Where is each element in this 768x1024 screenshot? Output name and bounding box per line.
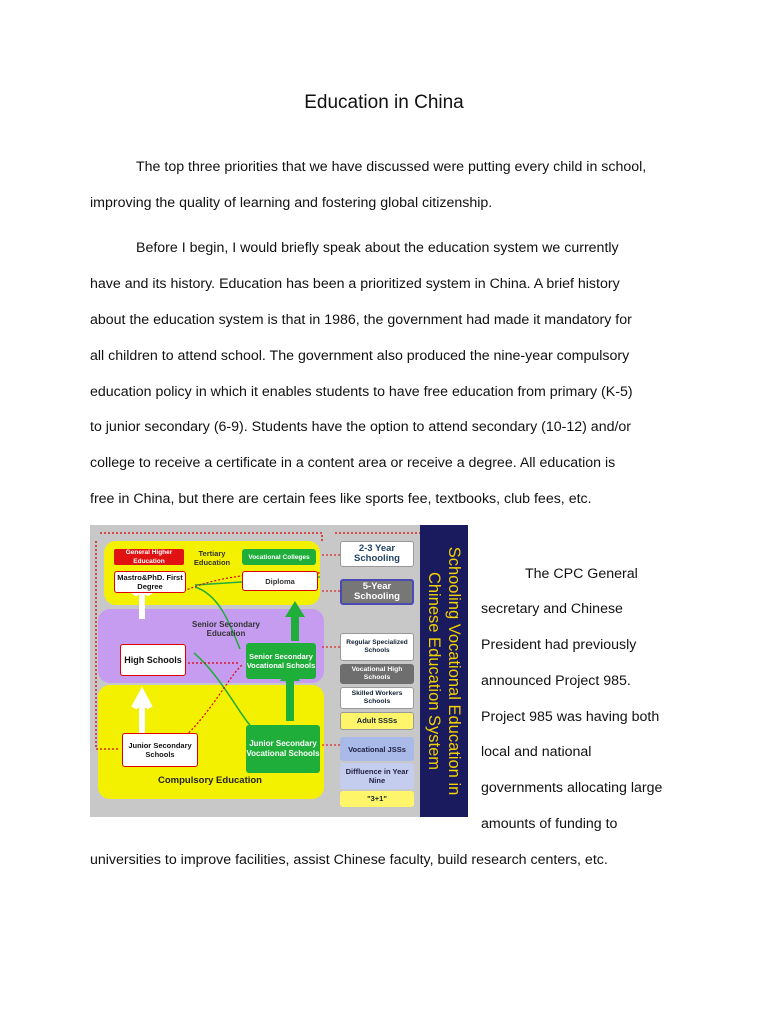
stack-diffluence-year-nine: Diffluence in Year Nine (340, 763, 414, 789)
junior-vocational-schools: Junior Secondary Vocational Schools (246, 725, 320, 773)
diagram-title (424, 531, 464, 811)
text-line: The top three priorities that we have discussed were putting every child in school, (136, 159, 647, 175)
text-line: secretary and Chinese (481, 601, 623, 617)
education-system-diagram (90, 525, 468, 817)
stack-2-3-year-schooling: 2-3 Year Schooling (340, 541, 414, 567)
text-line: free in China, but there are certain fees like sports fee, textbooks, club fees, etc. (90, 491, 592, 507)
text-line: governments allocating large (481, 780, 663, 796)
stack-skilled-workers-schools: Skilled Workers Schools (340, 687, 414, 709)
page-title: Education in China (304, 92, 464, 113)
senior-secondary-education-label: Senior Secondary Education (191, 620, 261, 638)
text-line: local and national (481, 744, 592, 760)
senior-vocational-schools: Senior Secondary Vocational Schools (246, 643, 316, 679)
text-line: Before I begin, I would briefly speak about the education system we currently (136, 240, 619, 256)
text-line: about the education system is that in 1986, the government had made it mandatory for (90, 312, 632, 328)
text-line: Project 985 was having both (481, 709, 660, 725)
text-line: have and its history. Education has been a prioritized system in China. A brief history (90, 276, 620, 292)
text-line: announced Project 985. (481, 673, 631, 689)
general-higher-education: General Higher Education (114, 549, 184, 565)
text-line: to junior secondary (6-9). Students have the option to attend secondary (10-12) and/or (90, 419, 632, 435)
text-line: President had previously (481, 637, 637, 653)
compulsory-education-label: Compulsory Education (158, 774, 262, 786)
diagram-title-line-2: Chinese Education System (425, 571, 443, 771)
stack-adult-ssss: Adult SSSs (340, 712, 414, 730)
text-line: education policy in which it enables students to have free education from primary (K-5) (90, 384, 633, 400)
text-line: improving the quality of learning and fostering global citizenship. (90, 195, 493, 211)
junior-secondary-schools: Junior Secondary Schools (122, 733, 198, 767)
stack-vocational-jsss: Vocational JSSs (340, 737, 414, 761)
vocational-colleges: Vocational Colleges (242, 549, 316, 565)
stack-regular-specialized-schools: Regular Specialized Schools (340, 633, 414, 661)
text-line: The CPC General (525, 566, 638, 582)
text-line: college to receive a certificate in a content area or receive a degree. All education is (90, 455, 616, 471)
tertiary-education-label: Tertiary Education (193, 549, 231, 567)
stack-vocational-high-schools: Vocational High Schools (340, 664, 414, 684)
mastro-phd-first-degree: Mastro&PhD. First Degree (114, 571, 186, 593)
text-line: all children to attend school. The government also produced the nine-year compulsory (90, 348, 630, 364)
high-schools: High Schools (120, 644, 186, 676)
stack-5-year-schooling: 5-Year Schooling (340, 579, 414, 605)
diagram-title-line-1: Schooling Vocational Education in (445, 546, 463, 796)
text-line: amounts of funding to (481, 816, 618, 832)
text-line: universities to improve facilities, assist Chinese faculty, build research centers, etc. (90, 852, 608, 868)
diploma: Diploma (242, 571, 318, 591)
stack-3-plus-1: "3+1" (340, 791, 414, 807)
